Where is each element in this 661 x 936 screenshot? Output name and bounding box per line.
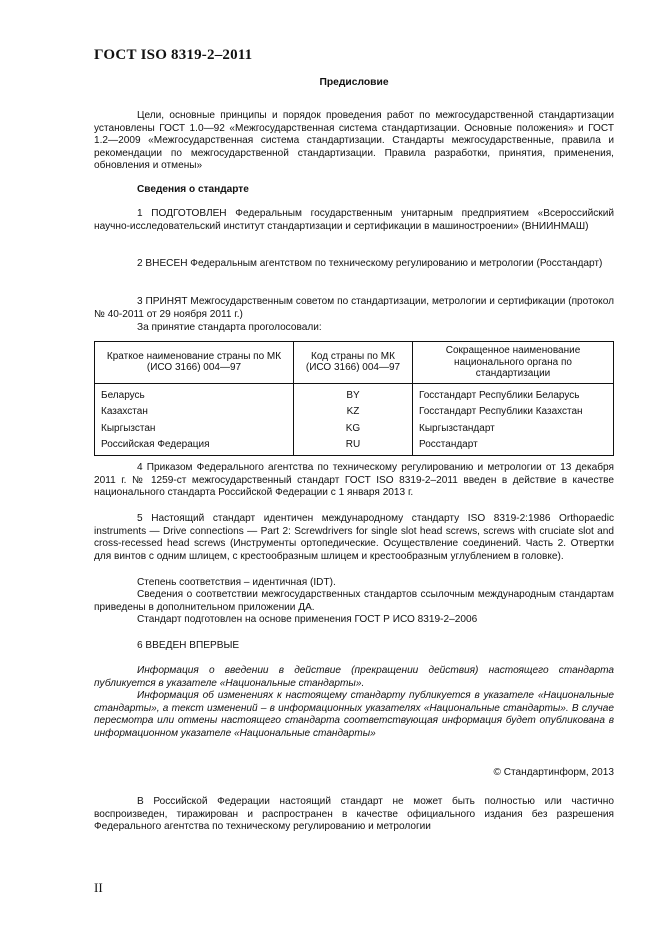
table-cell-country: Российская Федерация [95,437,294,455]
info-item-5: 5 Настоящий стандарт идентичен международному стандарту ISO 8319-2:1986 Orthopaedic instruments — Drive connections — Part 2: Screwdrivers for single slot head screws, screws with cruciate slot and cross-recessed head screws (Инструменты ортопедические. Осуществление соединений. Часть 2. Отвертки для винтов с одним шлицем, с крестообразным шлицем и крестообразным углублением в головке). [94,513,614,562]
table-cell-code: RU [294,437,413,455]
basis-note: Стандарт подготовлен на основе применения ГОСТ Р ИСО 8319-2–2006 [137,614,478,625]
table-cell-body: Госстандарт Республики Беларусь [413,383,614,404]
table-row [95,437,614,455]
table-cell-body: Госстандарт Республики Казахстан [413,404,614,421]
table-row [95,404,614,421]
vote-caption: За принятие стандарта проголосовали: [137,322,322,333]
info-item-6: 6 ВВЕДЕН ВПЕРВЫЕ [137,640,240,651]
table-header-body: Сокращенное наименование национального органа по стандартизации [413,342,614,384]
references-note: Сведения о соответствии межгосударственных стандартов ссылочным международным стандартам приведены в дополнительном приложении ДА. [94,589,614,613]
preface-intro: Цели, основные принципы и порядок проведения работ по межгосударственной стандартизации установлены ГОСТ 1.0—92 «Межгосударственная система стандартизации. Основные положения» и ГОСТ 1.2—2009 «Межгосударственная система стандартизации. Стандарты межгосударственные, правила и рекомендации по межгосударственной стандартизации. Правила разработки, принятия, применения, обновления и отмены» [94,110,614,172]
info-item-2: 2 ВНЕСЕН Федеральным агентством по техническому регулированию и метрологии (Росстандарт) [137,258,603,269]
document-header: ГОСТ ISO 8319-2–2011 [94,47,253,63]
standard-info-title: Сведения о стандарте [137,184,249,195]
info-item-1: 1 ПОДГОТОВЛЕН Федеральным государственным унитарным предприятием «Всероссийский научно-исследовательский институт стандартизации и сертификации в машиностроении» (ВНИИНМАШ) [94,208,614,232]
notice-introduction: Информация о введении в действие (прекращении действия) настоящего стандарта публикуется в указателе «Национальные стандарты». [94,665,614,689]
table-cell-country: Кыргызстан [95,421,294,438]
table-cell-country: Казахстан [95,404,294,421]
table-cell-body: Кыргызстандарт [413,421,614,438]
conformity-degree: Степень соответствия – идентичная (IDT). [137,577,336,588]
legal-notice: В Российской Федерации настоящий стандарт не может быть полностью или частично воспроизведен, тиражирован и распространен в качестве официального издания без разрешения Федерального агентства по техническому регулированию и метрологии [94,796,614,833]
info-item-3: 3 ПРИНЯТ Межгосударственным советом по стандартизации, метрологии и сертификации (протокол № 40-2011 от 29 ноября 2011 г.) [94,296,614,320]
table-row [95,383,614,404]
preface-title: Предисловие [319,77,389,88]
table-row [95,421,614,438]
info-item-4: 4 Приказом Федерального агентства по техническому регулированию и метрологии от 13 декабря 2011 г. № 1259-ст межгосударственный стандарт ГОСТ ISO 8319-2–2011 введен в действие в качестве национального стандарта Российской Федерации с 1 января 2013 г. [94,462,614,499]
table-cell-country: Беларусь [95,383,294,404]
table-cell-body: Росстандарт [413,437,614,455]
page-number: II [94,880,103,895]
notice-amendments: Информация об изменениях к настоящему стандарту публикуется в указателе «Национальные стандарты», а текст изменений – в информационных указателях «Национальные стандарты». В случае пересмотра или отмены настоящего стандарта соответствующая информация будет опубликована в информационном указателе «Национальные стандарты» [94,690,614,739]
table-cell-code: KZ [294,404,413,421]
table-header-code: Код страны по МК (ИСО 3166) 004—97 [294,342,413,384]
member-states-table [94,341,614,456]
copyright-line: © Стандартинформ, 2013 [493,767,614,778]
table-cell-code: BY [294,383,413,404]
table-header-country: Краткое наименование страны по МК (ИСО 3166) 004—97 [95,342,294,384]
table-cell-code: KG [294,421,413,438]
table-header-row [95,342,614,384]
